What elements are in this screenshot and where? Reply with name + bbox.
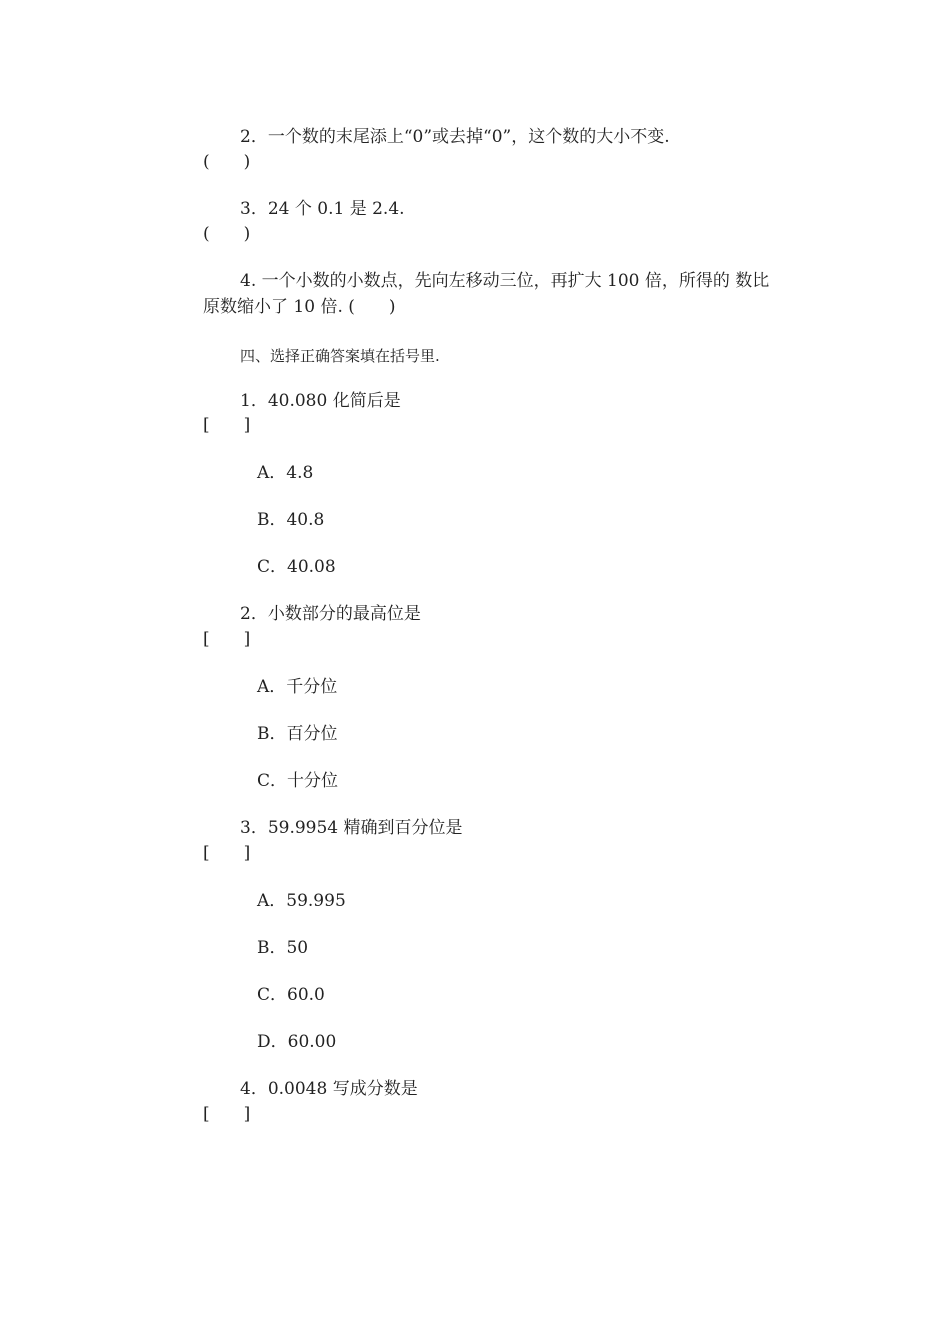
mc-question-1-option-b: B．40.8	[257, 510, 325, 530]
mc-question-4-bracket: [ ]	[203, 1104, 251, 1124]
tf-question-3: 3．24 个 0.1 是 2.4.	[240, 199, 405, 219]
mc-question-3-bracket: [ ]	[203, 843, 251, 863]
mc-question-2-option-c: C．十分位	[257, 771, 339, 791]
mc-question-3-option-c: C．60.0	[257, 985, 325, 1005]
tf-question-4-line1: 4. 一个小数的小数点，先向左移动三位，再扩大 100 倍，所得的 数比	[240, 271, 770, 291]
tf-question-3-bracket: ( )	[203, 224, 251, 244]
mc-question-2-option-b: B．百分位	[257, 724, 338, 744]
mc-question-4-stem: 4．0.0048 写成分数是	[240, 1079, 418, 1099]
mc-question-3-option-a: A．59.995	[257, 891, 346, 911]
section-heading: 四、选择正确答案填在括号里.	[240, 347, 440, 365]
mc-question-2-stem: 2．小数部分的最高位是	[240, 604, 421, 624]
tf-question-2: 2．一个数的末尾添上“0”或去掉“0”，这个数的大小不变.	[240, 127, 670, 147]
mc-question-1-stem: 1．40.080 化简后是	[240, 391, 401, 411]
mc-question-3-option-d: D．60.00	[257, 1032, 337, 1052]
mc-question-1-option-c: C．40.08	[257, 557, 336, 577]
mc-question-2-option-a: A．千分位	[257, 677, 338, 697]
mc-question-3-option-b: B．50	[257, 938, 309, 958]
mc-question-3-stem: 3．59.9954 精确到百分位是	[240, 818, 463, 838]
mc-question-2-bracket: [ ]	[203, 629, 251, 649]
tf-question-4-line2: 原数缩小了 10 倍. ( )	[203, 297, 396, 317]
mc-question-1-option-a: A．4.8	[257, 463, 314, 483]
mc-question-1-bracket: [ ]	[203, 415, 251, 435]
tf-question-2-bracket: ( )	[203, 152, 251, 172]
